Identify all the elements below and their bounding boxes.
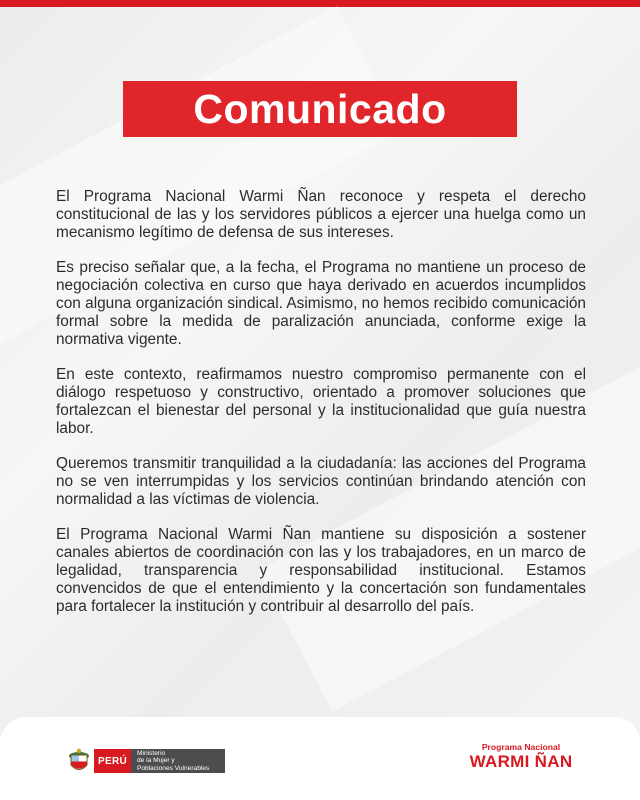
paragraph-4: Queremos transmitir tranquilidad a la ciudadanía: las acciones del Programa no se ven interrumpidas y los servicios continúan brindando atención con normalidad a las víctimas de violencia. bbox=[56, 455, 586, 508]
ministry-logo bbox=[67, 744, 225, 778]
ministry-line-2: de la Mujer y bbox=[136, 757, 175, 765]
paragraph-3: En este contexto, reafirmamos nuestro compromiso permanente con el diálogo respetuoso y constructivo, orientado a promover soluciones que fortalezcan el bienestar del personal y la institucionalidad que guía nuestra labor. bbox=[56, 366, 586, 437]
program-logo-name: WARMI ÑAN bbox=[469, 752, 573, 771]
country-label: PERÚ bbox=[94, 749, 131, 773]
page-title: Comunicado bbox=[123, 81, 517, 137]
ministry-line-1: Ministerio bbox=[136, 750, 166, 758]
top-accent-bar bbox=[0, 0, 640, 7]
paragraph-1: El Programa Nacional Warmi Ñan reconoce y respeta el derecho constitucional de las y los servidores públicos a ejercer una huelga como un mecanismo legítimo de defensa de sus intereses. bbox=[56, 188, 586, 241]
ministry-name bbox=[131, 749, 225, 773]
peru-coat-of-arms-icon bbox=[67, 747, 91, 775]
paragraph-2: Es preciso señalar que, a la fecha, el Programa no mantiene un proceso de negociación colectiva en curso que haya derivado en acuerdos incumplidos con alguna organización sindical. Asimismo, no hemos recibido comunicación formal sobre la medida de paralización anunciada, conforme exige la normativa vigente. bbox=[56, 259, 586, 348]
ministry-line-3: Poblaciones Vulnerables bbox=[136, 764, 210, 772]
communique-body bbox=[56, 188, 586, 633]
program-logo-small: Programa Nacional bbox=[481, 742, 561, 752]
program-logo bbox=[462, 742, 580, 772]
paragraph-5: El Programa Nacional Warmi Ñan mantiene su disposición a sostener canales abiertos de coordinación con las y los trabajadores, en un marco de legalidad, transparencia y responsabilidad institucional. Estamos convencidos de que el entendimiento y la concertación son fundamentales para fortalecer la institución y contribuir al desarrollo del país. bbox=[56, 526, 586, 615]
